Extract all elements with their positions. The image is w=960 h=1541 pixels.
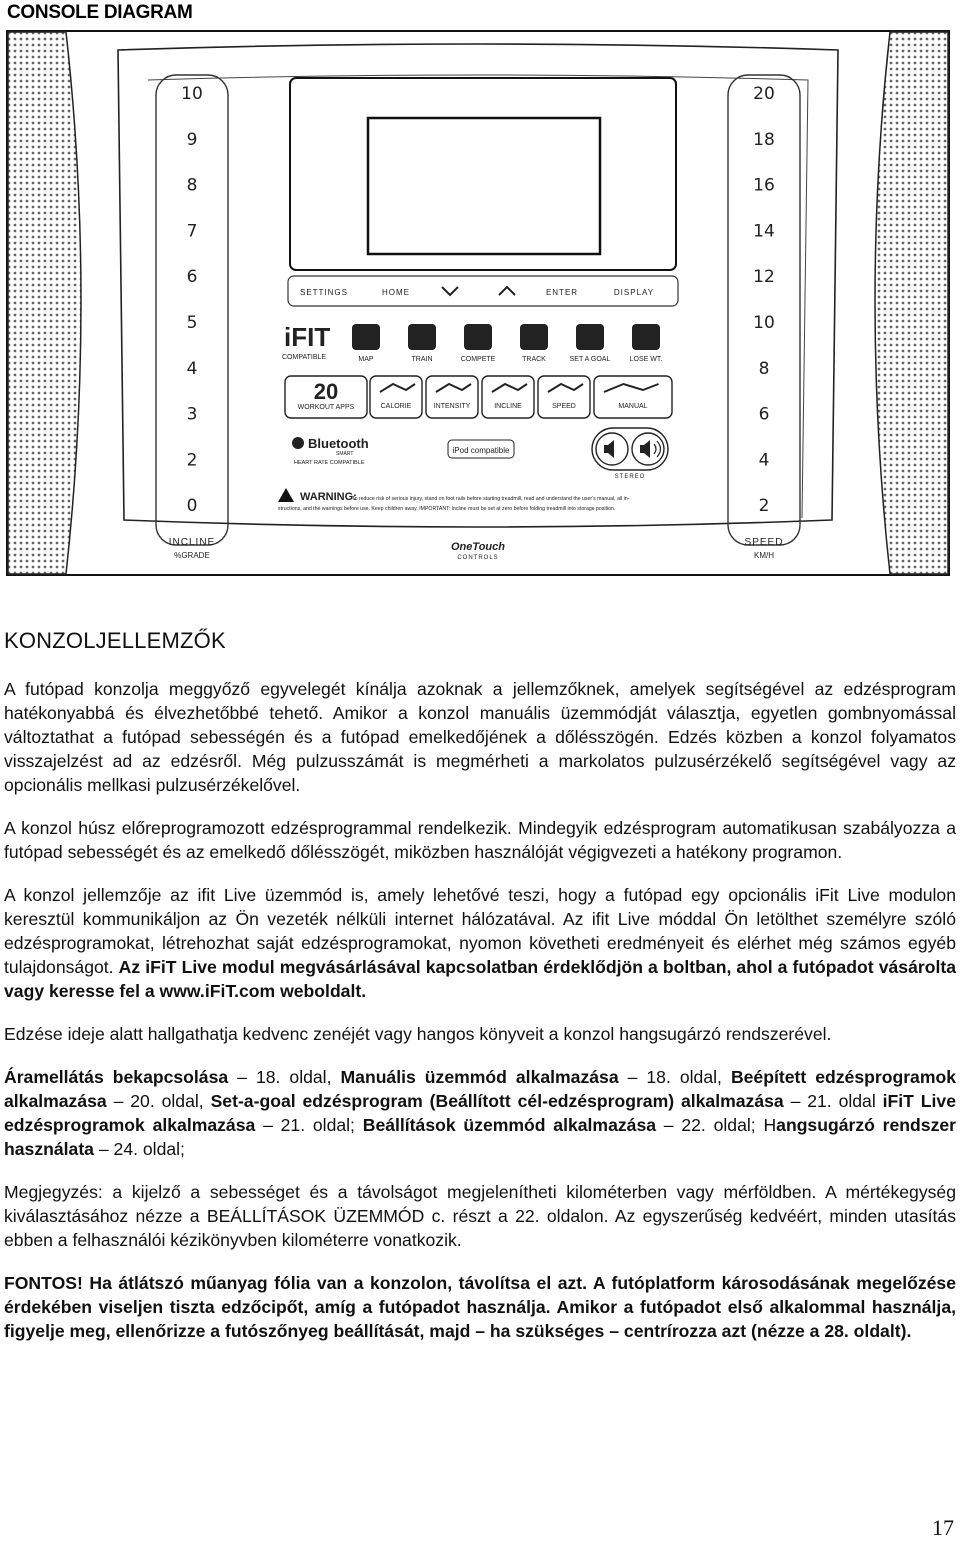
speed-key-6[interactable]: 6 — [758, 404, 770, 425]
section-heading: KONZOLJELLEMZŐK — [4, 628, 226, 653]
set-a-goal-icon[interactable] — [576, 324, 604, 350]
nav-button-home[interactable]: HOME — [382, 288, 410, 297]
stereo-label: STEREO — [614, 474, 646, 480]
incline-label: INCLINE — [168, 537, 216, 548]
workout-label-intensity: INTENSITY — [433, 403, 471, 410]
speed-key-4[interactable]: 4 — [758, 450, 770, 471]
incline-key-10[interactable]: 10 — [181, 84, 203, 104]
speed-label: SPEED — [744, 537, 784, 548]
important-paragraph: FONTOS! Ha átlátszó műanyag fólia van a konzolon, távolítsa el azt. A futóplatform károsodásának megelőzése érdekében viseljen tiszta edzőcipőt, amíg a futópadot használja. Amikor a futópadot első alkalommal használja, figyelje meg, ellenőrizze a futószőnyeg beállítását, majd – ha szükséges – centrírozza azt (nézze a 28. oldalt). — [4, 1273, 956, 1341]
incline-key-7[interactable]: 7 — [186, 221, 198, 242]
note-paragraph: Megjegyzés: a kijelző a sebességet és a távolságot megjelenítheti kilométerben vagy mérföldben. A mértékegység kiválasztásához nézze a BEÁLLÍTÁSOK ÜZEMMÓD c. részt a 22. oldalon. Az egyszerűség kedvéért, minden utasítás ebben a felhasználói kézikönyvben kilométerre vonatkozik. — [4, 1182, 956, 1250]
nav-button-settings[interactable]: SETTINGS — [299, 288, 349, 297]
incline-key-6[interactable]: 6 — [186, 267, 198, 288]
ipod-label: iPod compatible — [452, 446, 510, 455]
ifit-live-paragraph: A konzol jellemzője az ifit Live üzemmód is, amely lehetővé teszi, hogy a futópad egy opcionális iFit Live modulon keresztül kommunikáljon az Ön vezeték nélküli internet hálózatával. Az ifit Live móddal Ön letölthet személyre szóló edzésprogramokat, létrehozhat saját edzésprogramokat, nyomon követheti eredményeit és elérhet még számos egyéb tulajdonságot. Az iFiT Live modul megvásárlásával kapcsolatban érdeklődjön a boltban, ahol a futópadot vásárolta vagy keresse fel a www.iFiT.com weboldalt. — [4, 885, 956, 1001]
warning-line-2: structions, and the warnings before use. Keep children away. IMPORTANT: Incline must be set at zero before folding treadmill into storage position. — [278, 506, 616, 512]
workout-programs-paragraph: A konzol húsz előreprogramozott edzésprogrammal rendelkezik. Mindegyik edzésprogram automatikusan szabályozza a futópad sebességét és az emelkedő dőlésszögét, miközben használóját végigvezeti a hatékony programon. — [4, 818, 956, 862]
bluetooth-smart-label: SMART — [336, 451, 354, 457]
incline-key-5[interactable]: 5 — [186, 313, 198, 333]
ifit-button-set-a-goal[interactable]: SET A GOAL — [569, 356, 611, 363]
bluetooth-icon — [292, 437, 304, 449]
lose-wt-icon[interactable] — [632, 324, 660, 350]
left-speaker-grille — [8, 32, 81, 574]
workout-label-speed: SPEED — [552, 403, 576, 410]
nav-button-display[interactable]: DISPLAY — [613, 288, 655, 297]
ifit-button-compete[interactable]: COMPETE — [460, 356, 496, 363]
speed-key-8[interactable]: 8 — [758, 358, 770, 379]
diagram-title: CONSOLE DIAGRAM — [7, 2, 193, 23]
onetouch-controls-label: CONTROLS — [457, 555, 499, 561]
warning-line-1: To reduce risk of serious injury, stand on foot rails before starting treadmill, read and understand the user's manual, all in- — [352, 496, 630, 502]
incline-unit: %GRADE — [174, 551, 210, 560]
warning-heading: WARNING: — [300, 491, 357, 503]
speed-key-12[interactable]: 12 — [753, 267, 775, 288]
train-icon[interactable] — [408, 324, 436, 350]
speed-unit: KM/H — [754, 551, 774, 560]
incline-key-2[interactable]: 2 — [186, 450, 198, 471]
workout-apps-label: WORKOUT APPS — [297, 404, 355, 411]
speed-key-18[interactable]: 18 — [753, 129, 775, 150]
speed-key-14[interactable]: 14 — [753, 221, 775, 242]
ifit-compatible-label: COMPATIBLE — [282, 354, 327, 361]
speed-key-2[interactable]: 2 — [758, 496, 770, 517]
ifit-button-lose-wt[interactable]: LOSE WT. — [629, 356, 663, 363]
speed-key-20[interactable]: 20 — [753, 84, 775, 104]
bluetooth-compatible-label: HEART RATE COMPATIBLE — [294, 460, 365, 466]
incline-key-0[interactable]: 0 — [186, 496, 198, 517]
lcd-screen — [368, 118, 600, 254]
ifit-logo: iFIT — [284, 322, 331, 352]
workout-label-calorie: CALORIE — [380, 403, 412, 410]
intro-paragraph: A futópad konzolja meggyőző egyvelegét kínálja azoknak a jellemzőknek, amelyek segítségével az edzésprogram hatékonyabbá és élvezhetőbbé tehető. Amikor a konzol manuális üzemmódját választja, egyetlen gombnyomással változtathat a futópad sebességén és a futópad emelkedőjének a dőlésszögén. Edzés közben a konzol folyamatos visszajelzést ad az edzésről. Még pulzusszámát is megmérheti a markolatos pulzusérzékelő segítségével vagy az opcionális mellkasi pulzusérzékelővel. — [4, 679, 956, 795]
page-references-paragraph: Áramellátás bekapcsolása – 18. oldal, Manuális üzemmód alkalmazása – 18. oldal, Beépített edzésprogramok alkalmazása – 20. oldal, Set-a-goal edzésprogram (Beállított cél-edzésprogram) alkalmazása – 21. oldal iFiT Live edzésprogramok alkalmazása – 21. oldal; Beállítások üzemmód alkalmazása – 22. oldal; Hangsugárzó rendszer használata – 24. oldal; — [4, 1067, 957, 1159]
incline-key-8[interactable]: 8 — [186, 175, 198, 196]
bluetooth-logo: Bluetooth — [308, 436, 369, 451]
console-features-section — [4, 626, 956, 1362]
speaker-paragraph: Edzése ideje alatt hallgathatja kedvenc zenéjét vagy hangos könyveit a konzol hangsugárzó rendszerével. — [4, 1024, 832, 1044]
workout-label-incline: INCLINE — [494, 403, 522, 410]
ifit-button-map[interactable]: MAP — [358, 356, 374, 363]
incline-key-4[interactable]: 4 — [186, 358, 198, 379]
speed-key-10[interactable]: 10 — [753, 313, 775, 333]
ifit-button-train[interactable]: TRAIN — [411, 356, 433, 363]
ifit-button-track[interactable]: TRACK — [522, 356, 546, 363]
track-icon[interactable] — [520, 324, 548, 350]
incline-key-3[interactable]: 3 — [186, 404, 198, 425]
workout-count: 20 — [313, 379, 339, 404]
nav-button-enter[interactable]: ENTER — [545, 288, 579, 297]
incline-key-9[interactable]: 9 — [186, 129, 198, 150]
onetouch-logo: OneTouch — [451, 541, 505, 553]
workout-label-manual: MANUAL — [618, 403, 648, 410]
map-icon[interactable] — [352, 324, 380, 350]
speed-key-16[interactable]: 16 — [753, 175, 775, 196]
page-number: 17 — [932, 1515, 954, 1540]
right-speaker-grille — [875, 32, 948, 574]
console-diagram — [6, 30, 950, 576]
compete-icon[interactable] — [464, 324, 492, 350]
